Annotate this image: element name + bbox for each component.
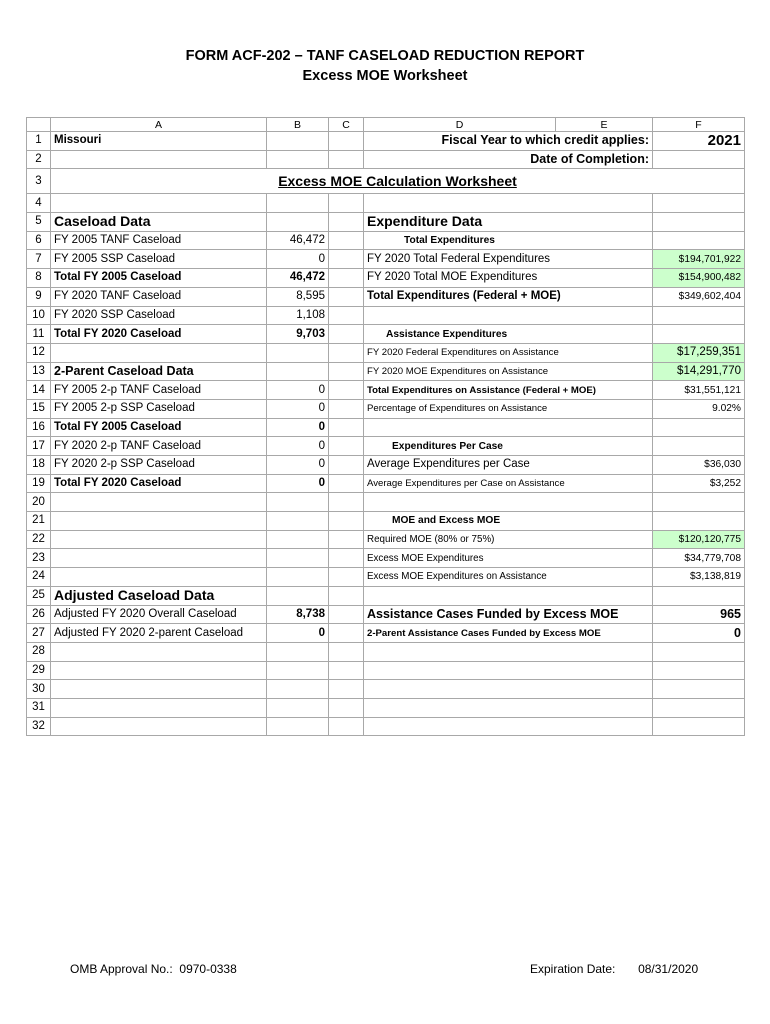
cell (364, 717, 556, 736)
table-row (27, 493, 745, 512)
cell (556, 661, 653, 680)
expenditure-value: $36,030 (653, 456, 745, 475)
row-value: 0 (267, 456, 329, 475)
cell (653, 213, 745, 232)
cell (267, 194, 329, 213)
table-row (27, 605, 745, 624)
row-number: 27 (27, 624, 51, 643)
expenditure-data-heading: Expenditure Data (364, 213, 653, 232)
cell (329, 624, 364, 643)
section-subheading: Expenditures Per Case (364, 437, 653, 456)
section-subheading: Total Expenditures (364, 231, 653, 250)
cell (364, 680, 556, 699)
row-number: 32 (27, 717, 51, 736)
table-row (27, 717, 745, 736)
expenditure-value: $17,259,351 (653, 343, 745, 362)
row-label: Total FY 2005 Caseload (51, 269, 267, 288)
row-number: 9 (27, 287, 51, 306)
cell (51, 150, 267, 169)
cell (364, 642, 556, 661)
cell (329, 194, 364, 213)
expenditure-label: FY 2020 MOE Expenditures on Assistance (364, 362, 653, 381)
cell (51, 642, 267, 661)
row-label: FY 2005 2-p SSP Caseload (51, 399, 267, 418)
table-row (27, 399, 745, 418)
row-number: 4 (27, 194, 51, 213)
row-label: FY 2020 2-p TANF Caseload (51, 437, 267, 456)
cell (653, 418, 745, 437)
omb-approval (70, 962, 237, 976)
cell (653, 231, 745, 250)
table-row (27, 362, 745, 381)
cell (653, 493, 745, 512)
cell (653, 586, 745, 605)
row-label: Total FY 2020 Caseload (51, 474, 267, 493)
expenditure-label: Average Expenditures per Case (364, 456, 653, 475)
cell (51, 661, 267, 680)
expenditure-value: $120,120,775 (653, 530, 745, 549)
cell (267, 132, 329, 151)
row-number: 20 (27, 493, 51, 512)
table-row (27, 624, 745, 643)
cell (329, 362, 364, 381)
row-number: 12 (27, 343, 51, 362)
row-value: 0 (267, 250, 329, 269)
expenditure-value: $31,551,121 (653, 381, 745, 400)
cell (329, 549, 364, 568)
cell (556, 194, 653, 213)
table-row (27, 250, 745, 269)
row-value: 8,595 (267, 287, 329, 306)
row-value: 8,738 (267, 605, 329, 624)
cell (364, 698, 556, 717)
cell (556, 586, 653, 605)
cell (653, 325, 745, 344)
row-value: 9,703 (267, 325, 329, 344)
expenditure-value: $194,701,922 (653, 250, 745, 269)
cell (329, 456, 364, 475)
table-row (27, 343, 745, 362)
cell (329, 287, 364, 306)
cell (329, 213, 364, 232)
row-label: FY 2005 SSP Caseload (51, 250, 267, 269)
cell (329, 306, 364, 325)
cell (329, 605, 364, 624)
cell (653, 661, 745, 680)
cell (267, 717, 329, 736)
row-value: 46,472 (267, 269, 329, 288)
table-row (27, 381, 745, 400)
column-header-c: C (329, 118, 364, 132)
cell (653, 642, 745, 661)
cell (364, 306, 556, 325)
expenditure-label: Total Expenditures (Federal + MOE) (364, 287, 653, 306)
row-number: 24 (27, 568, 51, 587)
cell (329, 698, 364, 717)
table-row (27, 586, 745, 605)
row-number: 5 (27, 213, 51, 232)
cell (51, 717, 267, 736)
cell (51, 680, 267, 699)
omb-approval-number: 0970-0338 (179, 962, 237, 976)
cell (653, 512, 745, 531)
cell (329, 474, 364, 493)
cell (51, 343, 267, 362)
table-row (27, 169, 745, 194)
row-label: Total FY 2020 Caseload (51, 325, 267, 344)
row-value: 0 (267, 399, 329, 418)
cell (51, 549, 267, 568)
cell (329, 381, 364, 400)
table-row (27, 150, 745, 169)
row-number: 13 (27, 362, 51, 381)
row-number: 10 (27, 306, 51, 325)
cell (364, 661, 556, 680)
row-label: FY 2005 2-p TANF Caseload (51, 381, 267, 400)
row-number: 23 (27, 549, 51, 568)
row-number: 6 (27, 231, 51, 250)
cell (556, 698, 653, 717)
row-number: 19 (27, 474, 51, 493)
expenditure-value: $3,138,819 (653, 568, 745, 587)
cell (267, 512, 329, 531)
expenditure-label: Percentage of Expenditures on Assistance (364, 399, 653, 418)
row-value: 0 (267, 474, 329, 493)
expiration-date: 08/31/2020 (638, 962, 699, 976)
table-row (27, 269, 745, 288)
expenditure-value: $14,291,770 (653, 362, 745, 381)
two-parent-excess-moe-cases-label: 2-Parent Assistance Cases Funded by Excess MOE (364, 624, 653, 643)
cell (653, 306, 745, 325)
cell (329, 717, 364, 736)
cell (556, 418, 653, 437)
cell (329, 493, 364, 512)
fiscal-year-value: 2021 (653, 132, 745, 151)
cell (329, 512, 364, 531)
row-number: 30 (27, 680, 51, 699)
cell (267, 568, 329, 587)
column-header-f: F (653, 118, 745, 132)
cell (267, 661, 329, 680)
cell (653, 680, 745, 699)
cell (653, 437, 745, 456)
row-value: 0 (267, 624, 329, 643)
cell (364, 194, 556, 213)
caseload-data-heading: Caseload Data (51, 213, 267, 232)
row-number: 15 (27, 399, 51, 418)
cell (329, 418, 364, 437)
expiration (530, 962, 698, 976)
adjusted-caseload-heading: Adjusted Caseload Data (51, 586, 267, 605)
cell (329, 661, 364, 680)
row-number: 28 (27, 642, 51, 661)
row-number: 2 (27, 150, 51, 169)
cell (329, 586, 364, 605)
row-number: 26 (27, 605, 51, 624)
row-number: 11 (27, 325, 51, 344)
cell (51, 512, 267, 531)
cell (329, 399, 364, 418)
form-subtitle: Excess MOE Worksheet (302, 68, 468, 84)
cell (267, 150, 329, 169)
fiscal-year-label: Fiscal Year to which credit applies: (364, 132, 653, 151)
table-row (27, 474, 745, 493)
column-header-e: E (556, 118, 653, 132)
cell (556, 493, 653, 512)
cell (556, 642, 653, 661)
row-number: 31 (27, 698, 51, 717)
cell (556, 680, 653, 699)
table-row (27, 698, 745, 717)
cell (329, 568, 364, 587)
excess-moe-cases-label: Assistance Cases Funded by Excess MOE (364, 605, 653, 624)
cell (329, 680, 364, 699)
row-number: 1 (27, 132, 51, 151)
expenditure-label: FY 2020 Total MOE Expenditures (364, 269, 653, 288)
row-number: 7 (27, 250, 51, 269)
cell (51, 698, 267, 717)
cell (51, 493, 267, 512)
cell (267, 642, 329, 661)
expenditure-label: FY 2020 Federal Expenditures on Assistance (364, 343, 653, 362)
table-row (27, 437, 745, 456)
cell (267, 549, 329, 568)
column-header-row (27, 118, 745, 132)
expenditure-label: FY 2020 Total Federal Expenditures (364, 250, 653, 269)
cell (329, 132, 364, 151)
expenditure-value: $349,602,404 (653, 287, 745, 306)
cell (329, 437, 364, 456)
table-row (27, 661, 745, 680)
corner-cell (27, 118, 51, 132)
table-row (27, 231, 745, 250)
cell (329, 530, 364, 549)
cell (267, 343, 329, 362)
cell (267, 493, 329, 512)
row-label: Adjusted FY 2020 2-parent Caseload (51, 624, 267, 643)
table-row (27, 306, 745, 325)
table-row (27, 642, 745, 661)
row-value: 46,472 (267, 231, 329, 250)
expenditure-label: Excess MOE Expenditures on Assistance (364, 568, 653, 587)
row-value: 0 (267, 418, 329, 437)
worksheet-title: Excess MOE Calculation Worksheet (51, 169, 745, 194)
expenditure-value: $154,900,482 (653, 269, 745, 288)
expenditure-value: 9.02% (653, 399, 745, 418)
row-value: 0 (267, 437, 329, 456)
row-label: FY 2005 TANF Caseload (51, 231, 267, 250)
worksheet-table (26, 117, 745, 736)
state-name: Missouri (51, 132, 267, 151)
excess-moe-cases-value: 965 (653, 605, 745, 624)
column-header-a: A (51, 118, 267, 132)
row-label: Adjusted FY 2020 Overall Caseload (51, 605, 267, 624)
section-subheading: Assistance Expenditures (364, 325, 653, 344)
table-row (27, 680, 745, 699)
table-row (27, 512, 745, 531)
expenditure-value: $34,779,708 (653, 549, 745, 568)
table-row (27, 194, 745, 213)
cell (267, 680, 329, 699)
cell (267, 530, 329, 549)
column-header-b: B (267, 118, 329, 132)
cell (556, 306, 653, 325)
omb-approval-label: OMB Approval No.: (70, 962, 173, 976)
cell (329, 642, 364, 661)
table-row (27, 287, 745, 306)
cell (329, 343, 364, 362)
expenditure-label: Average Expenditures per Case on Assistance (364, 474, 653, 493)
cell (51, 568, 267, 587)
form-title: FORM ACF-202 – TANF CASELOAD REDUCTION REPORT (185, 48, 585, 64)
cell (364, 493, 556, 512)
cell (329, 231, 364, 250)
cell (51, 530, 267, 549)
row-label: FY 2020 TANF Caseload (51, 287, 267, 306)
table-row (27, 530, 745, 549)
cell (267, 698, 329, 717)
row-number: 16 (27, 418, 51, 437)
row-number: 22 (27, 530, 51, 549)
row-number: 14 (27, 381, 51, 400)
table-row (27, 549, 745, 568)
table-row (27, 213, 745, 232)
row-label: FY 2020 SSP Caseload (51, 306, 267, 325)
section-subheading: MOE and Excess MOE (364, 512, 653, 531)
row-number: 17 (27, 437, 51, 456)
row-number: 3 (27, 169, 51, 194)
row-number: 18 (27, 456, 51, 475)
two-parent-caseload-heading: 2-Parent Caseload Data (51, 362, 267, 381)
date-of-completion-value (653, 150, 745, 169)
cell (51, 194, 267, 213)
row-label: Total FY 2005 Caseload (51, 418, 267, 437)
expenditure-label: Excess MOE Expenditures (364, 549, 653, 568)
table-row (27, 456, 745, 475)
cell (267, 586, 329, 605)
cell (267, 362, 329, 381)
row-number: 8 (27, 269, 51, 288)
cell (329, 150, 364, 169)
table-row (27, 325, 745, 344)
cell (329, 325, 364, 344)
cell (653, 698, 745, 717)
expenditure-value: $3,252 (653, 474, 745, 493)
row-number: 21 (27, 512, 51, 531)
row-value: 0 (267, 381, 329, 400)
row-number: 25 (27, 586, 51, 605)
cell (267, 213, 329, 232)
table-row (27, 132, 745, 151)
expenditure-label: Required MOE (80% or 75%) (364, 530, 653, 549)
cell (329, 269, 364, 288)
table-row (27, 418, 745, 437)
row-number: 29 (27, 661, 51, 680)
cell (364, 586, 556, 605)
row-label: FY 2020 2-p SSP Caseload (51, 456, 267, 475)
row-value: 1,108 (267, 306, 329, 325)
date-of-completion-label: Date of Completion: (364, 150, 653, 169)
cell (653, 717, 745, 736)
expiration-label: Expiration Date: (530, 962, 616, 976)
cell (653, 194, 745, 213)
cell (329, 250, 364, 269)
cell (556, 717, 653, 736)
cell (364, 418, 556, 437)
column-header-d: D (364, 118, 556, 132)
table-row (27, 568, 745, 587)
expenditure-label: Total Expenditures on Assistance (Federal + MOE) (364, 381, 653, 400)
two-parent-excess-moe-cases-value: 0 (653, 624, 745, 643)
